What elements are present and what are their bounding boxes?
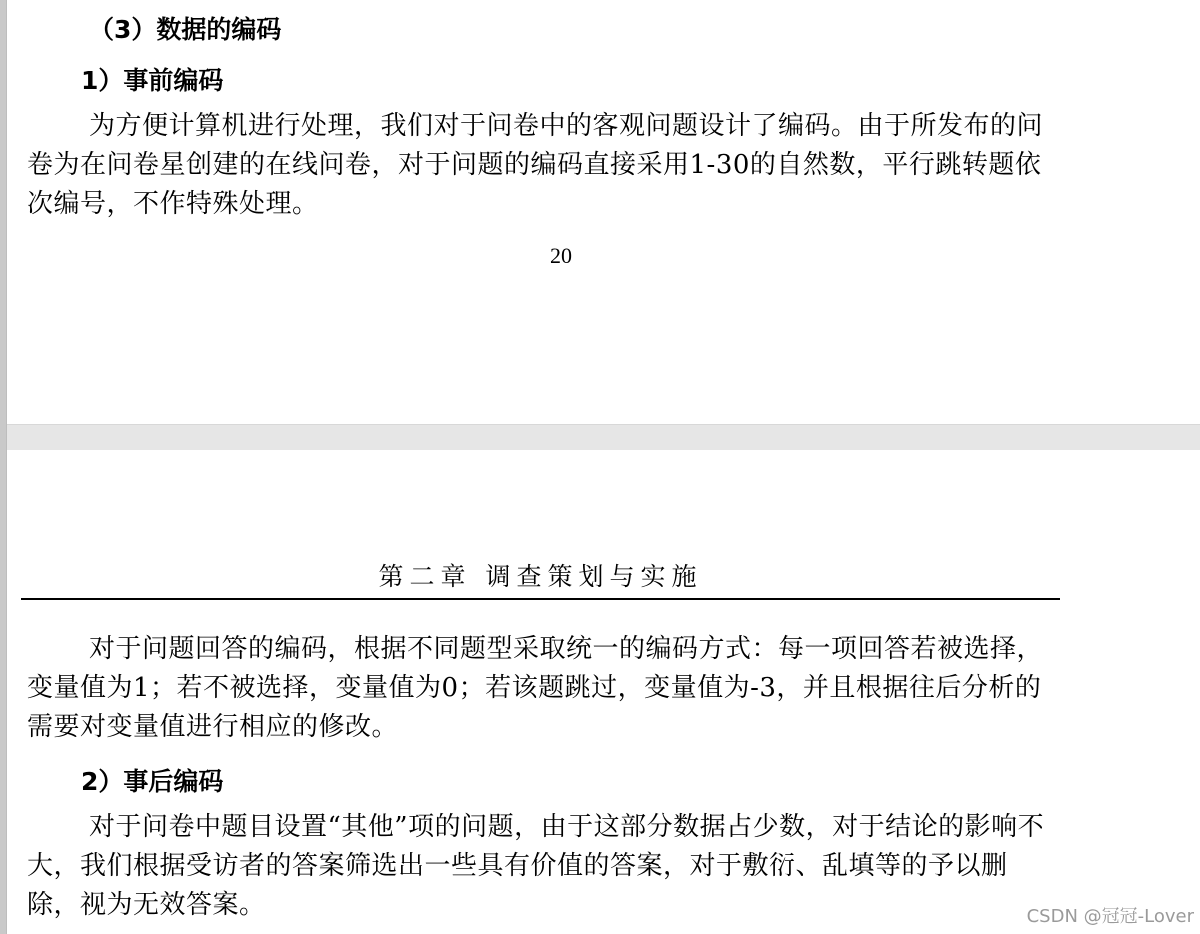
subsection-heading-post-coding: 2）事后编码 [81,767,224,796]
document-page-21 [7,450,1200,934]
document-left-edge [0,0,7,934]
paragraph-text: 对于问卷中题目设置“其他”项的问题，由于这部分数据占少数，对于结论的影响不大，我们根据受访者的答案筛选出一些具有价值的答案，对于敷衍、乱填等的予以删除，视为无效答案。 [27,812,1045,920]
chapter-running-header: 第二章 调查策划与实施 [21,557,1060,600]
paragraph-answer-coding [27,630,1059,747]
paragraph-post-coding [27,808,1059,925]
source-watermark: CSDN @冠冠-Lover [1026,906,1194,927]
paragraph-text: 对于问题回答的编码，根据不同题型采取统一的编码方式：每一项回答若被选择，变量值为1；若不被选择，变量值为0；若该题跳过，变量值为-3，并且根据往后分析的需要对变量值进行相应的修改。 [27,634,1044,742]
page-number: 20 [550,243,572,268]
paragraph-text: 为方便计算机进行处理，我们对于问卷中的客观问题设计了编码。由于所发布的问卷为在问卷星创建的在线问卷，对于问题的编码直接采用1-30的自然数，平行跳转题依次编号，不作特殊处理。 [27,111,1044,219]
subsection-heading-pre-coding: 1）事前编码 [81,66,224,95]
section-heading: （3）数据的编码 [89,15,282,44]
page-separator [7,424,1200,452]
paragraph-pre-coding [27,107,1059,224]
document-page-20 [7,0,1200,424]
